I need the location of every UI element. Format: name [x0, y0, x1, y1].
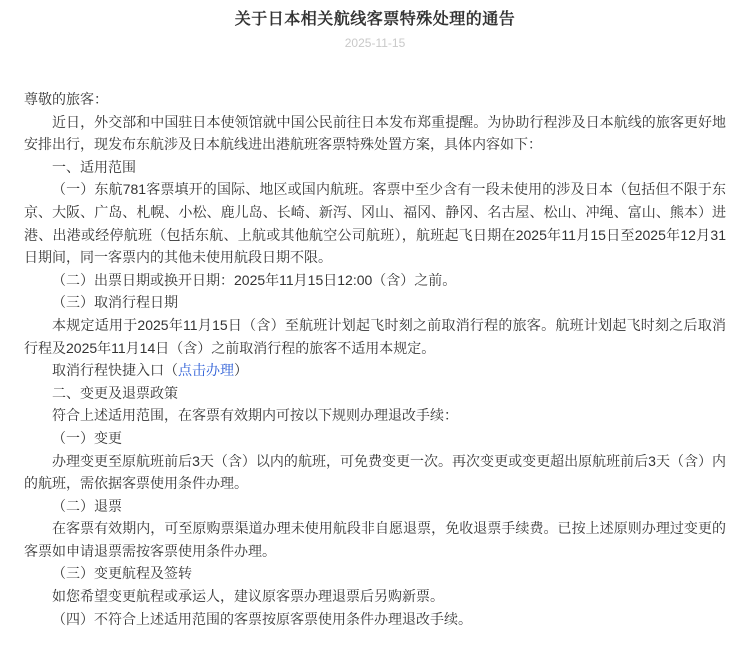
paragraph	[24, 562, 726, 585]
paragraph	[24, 382, 726, 405]
paragraph-text: （二）退票	[52, 497, 122, 514]
paragraph	[24, 495, 726, 518]
paragraph-text: 在客票有效期内，可至原购票渠道办理未使用航段非自愿退票，免收退票手续费。已按上述原则办理过变更的客票如申请退票需按客票使用条件办理。	[24, 520, 726, 559]
paragraph-text: ）	[234, 362, 248, 379]
paragraph	[24, 608, 726, 631]
paragraph-text: 取消行程快捷入口（	[52, 362, 178, 379]
paragraph	[24, 156, 726, 179]
paragraph-text: 如您希望变更航程或承运人，建议原客票办理退票后另购新票。	[52, 588, 444, 605]
paragraph	[24, 585, 726, 608]
paragraph	[24, 111, 726, 156]
paragraph-text: （一）东航781客票填开的国际、地区或国内航班。客票中至少含有一段未使用的涉及日本（包括但不限于东京、大阪、广岛、札幌、小松、鹿儿岛、长崎、新泻、冈山、福冈、静冈、名古屋、松山、冲绳、富山、熊本）进港、出港或经停航班（包括东航、上航或其他航空公司航班），航班起飞日期在2025年11月15日至2025年12月31日期间，同一客票内的其他未使用航段日期不限。	[24, 181, 726, 266]
paragraph	[24, 517, 726, 562]
paragraph	[24, 314, 726, 359]
notice-header	[0, 0, 750, 50]
paragraph	[24, 427, 726, 450]
paragraph	[24, 269, 726, 292]
paragraph-text: 近日，外交部和中国驻日本使领馆就中国公民前往日本发布郑重提醒。为协助行程涉及日本航线的旅客更好地安排出行，现发布东航涉及日本航线进出港航班客票特殊处置方案，具体内容如下：	[24, 113, 726, 153]
paragraph-text: 二、变更及退票政策	[52, 384, 178, 401]
page-title: 关于日本相关航线客票特殊处理的通告	[234, 11, 516, 28]
paragraph	[24, 404, 726, 427]
paragraph-text: 尊敬的旅客：	[24, 91, 108, 107]
paragraph-text: 本规定适用于2025年11月15日（含）至航班计划起飞时刻之前取消行程的旅客。航班计划起飞时刻之后取消行程及2025年11月14日（含）之前取消行程的旅客不适用本规定。	[24, 316, 726, 356]
paragraph	[24, 359, 726, 382]
paragraph	[24, 450, 726, 495]
cancel-trip-link[interactable]: 点击办理	[178, 362, 234, 379]
paragraph-text: （三）取消行程日期	[52, 294, 178, 311]
paragraph-text: 办理变更至原航班前后3天（含）以内的航班，可免费变更一次。再次变更或变更超出原航班前后3天（含）内的航班，需依据客票使用条件办理。	[24, 452, 726, 492]
paragraph	[24, 178, 726, 268]
paragraph-text: （三）变更航程及签转	[52, 565, 192, 582]
paragraph-text: （一）变更	[52, 429, 122, 446]
paragraph-text: 符合上述适用范围，在客票有效期内可按以下规则办理退改手续：	[52, 407, 458, 424]
paragraph-text: （四）不符合上述适用范围的客票按原客票使用条件办理退改手续。	[52, 610, 472, 627]
notice-body	[0, 50, 750, 650]
paragraph-text: 一、适用范围	[52, 158, 136, 175]
paragraph	[24, 88, 726, 111]
notice-date: 2025-11-15	[344, 36, 406, 50]
paragraph-text: （二）出票日期或换开日期：2025年11月15日12:00（含）之前。	[52, 271, 457, 288]
paragraph	[24, 291, 726, 314]
